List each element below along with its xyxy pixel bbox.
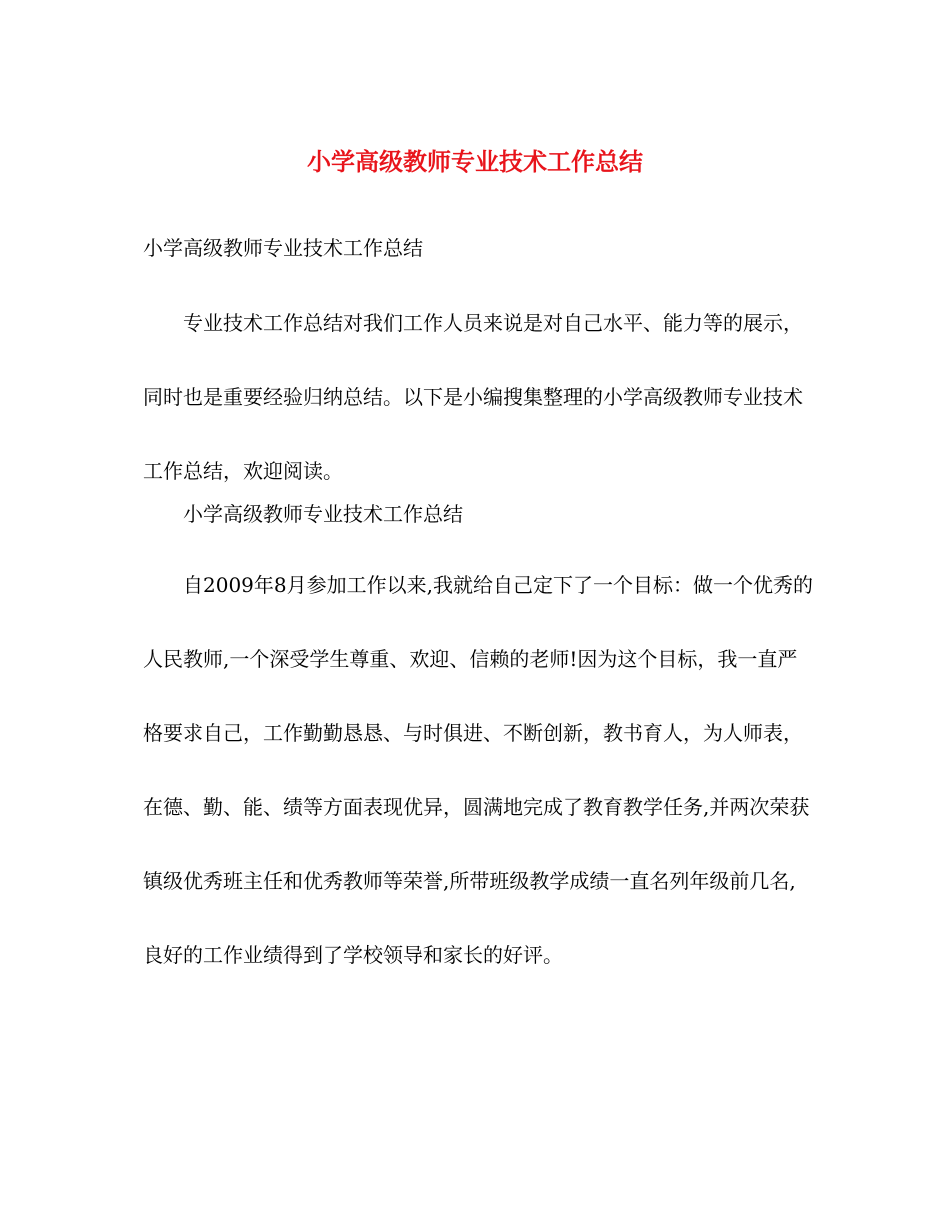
document-subtitle: 小学高级教师专业技术工作总结: [143, 236, 423, 260]
paragraph-body: 自2009年8月参加工作以来,我就给自己定下了一个目标：做一个优秀的人民教师,一个深受学生尊重、欢迎、信赖的老师!因为这个目标，我一直严格要求自己，工作勤勤恳恳、与时俱进、不断创新，教书育人，为人师表，在德、勤、能、绩等方面表现优异，圆满地完成了教育教学任务,并两次荣获镇级优秀班主任和优秀教师等荣誉,所带班级教学成绩一直名列年级前几名,良好的工作业绩得到了学校领导和家长的好评。: [143, 573, 813, 967]
document-title: 小学高级教师专业技术工作总结: [307, 147, 643, 176]
paragraph-section-heading: 小学高级教师专业技术工作总结: [183, 502, 463, 526]
paragraph-intro: 专业技术工作总结对我们工作人员来说是对自己水平、能力等的展示，同时也是重要经验归纳总结。以下是小编搜集整理的小学高级教师专业技术工作总结，欢迎阅读。: [143, 311, 803, 483]
